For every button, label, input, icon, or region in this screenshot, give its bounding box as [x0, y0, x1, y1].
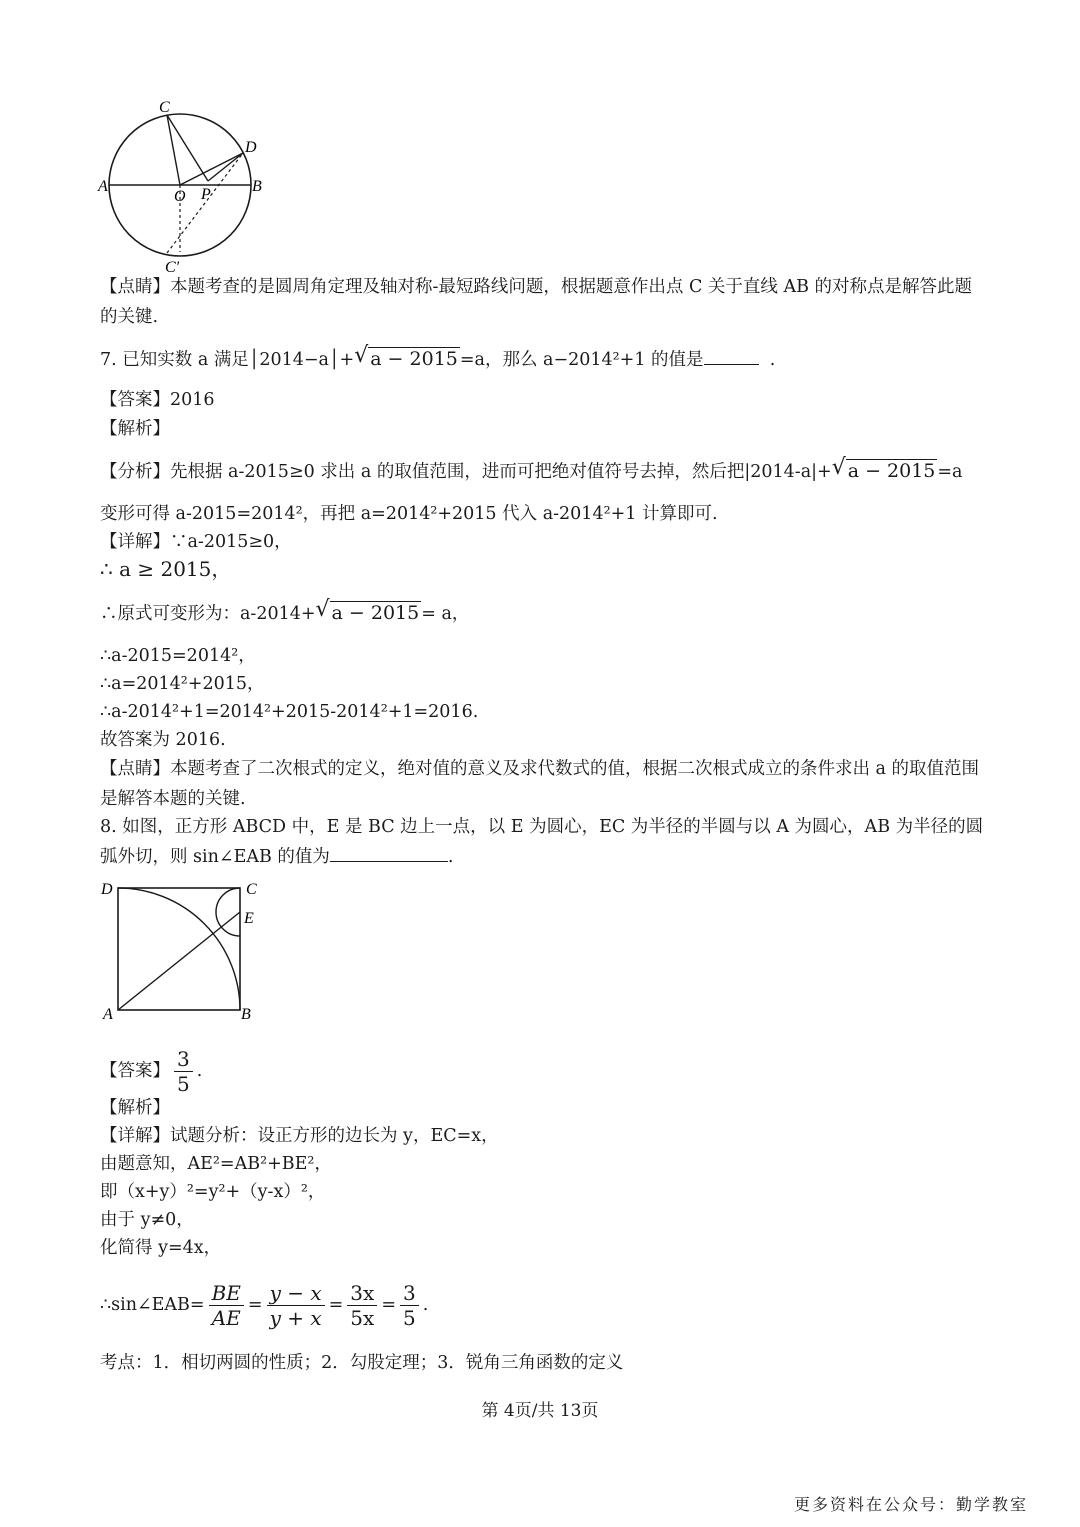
- q7-step5: ∴a-2014²+1=2014²+2015-2014²+1=2016.: [100, 702, 479, 722]
- q8-answer: 【答案】 $\frac{3}{5}$ .: [100, 1047, 203, 1096]
- q7-answer: 【答案】2016: [100, 390, 215, 410]
- label-C: C: [246, 881, 257, 898]
- label-C-prime: C′: [165, 259, 180, 275]
- q8-l1: 由题意知，AE²=AB²+BE²，: [100, 1154, 332, 1174]
- q7-step2: ∴原式可变形为：a-2014+ √ a − 2015 = a，: [100, 597, 470, 624]
- q8-sin: ∴sin∠EAB= $\frac{BE}{AE}$ = $\frac{y - x}{y + x}$ = $\frac{3x}{5x}$ = $\frac{3}{5}$ .: [100, 1281, 429, 1330]
- label-A: A: [98, 178, 108, 195]
- q7-step4: ∴a=2014²+2015，: [100, 674, 265, 694]
- label-E: E: [244, 910, 254, 927]
- square-figure: [98, 876, 263, 1026]
- q7-xiangjie: 【详解】∵a-2015≥0，: [100, 532, 292, 552]
- q6-dianjing: 【点睛】本题考查的是圆周角定理及轴对称-最短路线问题，根据题意作出点 C 关于直线 AB 的对称点是解答此题的关键.: [100, 277, 973, 327]
- label-B: B: [252, 178, 262, 195]
- watermark: 更多资料在公众号：勤学教室: [793, 1495, 1028, 1514]
- label-D: D: [245, 139, 257, 156]
- q8-kaodian: 考点：1．相切两圆的性质；2．勾股定理；3．锐角三角函数的定义: [100, 1353, 624, 1373]
- q7-conclusion: 故答案为 2016.: [100, 730, 226, 750]
- label-B: B: [241, 1006, 251, 1023]
- q7-fenxi: 【分析】先根据 a-2015≥0 求出 a 的取值范围，进而可把绝对值符号去掉，然后把|2014-a|+ √ a − 2015 =a: [100, 455, 963, 482]
- label-D: D: [101, 881, 113, 898]
- q8-l4: 化简得 y=4x，: [100, 1238, 222, 1258]
- q8-l3: 由于 y≠0，: [100, 1210, 194, 1230]
- q7-fenxi-line2: 变形可得 a-2015=2014²，再把 a=2014²+2015 代入 a-2014²+1 计算即可.: [100, 504, 718, 524]
- q7-jiexi: 【解析】: [100, 419, 170, 439]
- q7-step1: ∴ a ≥ 2015，: [100, 557, 232, 581]
- page-footer: 第 4页/共 13页: [481, 1401, 599, 1421]
- label-A: A: [103, 1006, 113, 1023]
- label-C: C: [159, 99, 170, 116]
- q7-step3: ∴a-2015=2014²，: [100, 646, 256, 666]
- label-O: O: [174, 188, 186, 205]
- q8-xiangjie: 【详解】试题分析：设正方形的边长为 y，EC=x，: [100, 1126, 499, 1146]
- q7-stem: 7. 已知实数 a 满足│2014−a│+ √ a − 2015 =a，那么 a−2014²+1 的值是 .: [100, 343, 776, 370]
- q8-stem: 8. 如图，正方形 ABCD 中，E 是 BC 边上一点，以 E 为圆心，EC 为半径的半圆与以 A 为圆心，AB 为半径的圆弧外切，则 sin∠EAB 的值为 .: [100, 817, 984, 867]
- circle-figure: [95, 95, 275, 275]
- label-P: P: [201, 186, 211, 203]
- q7-dianjing: 【点睛】本题考查了二次根式的定义，绝对值的意义及求代数式的值，根据二次根式成立的条件求出 a 的取值范围是解答本题的关键.: [100, 759, 980, 809]
- q8-jiexi: 【解析】: [100, 1098, 170, 1118]
- q8-l2: 即（x+y）²=y²+（y-x）²，: [100, 1182, 326, 1202]
